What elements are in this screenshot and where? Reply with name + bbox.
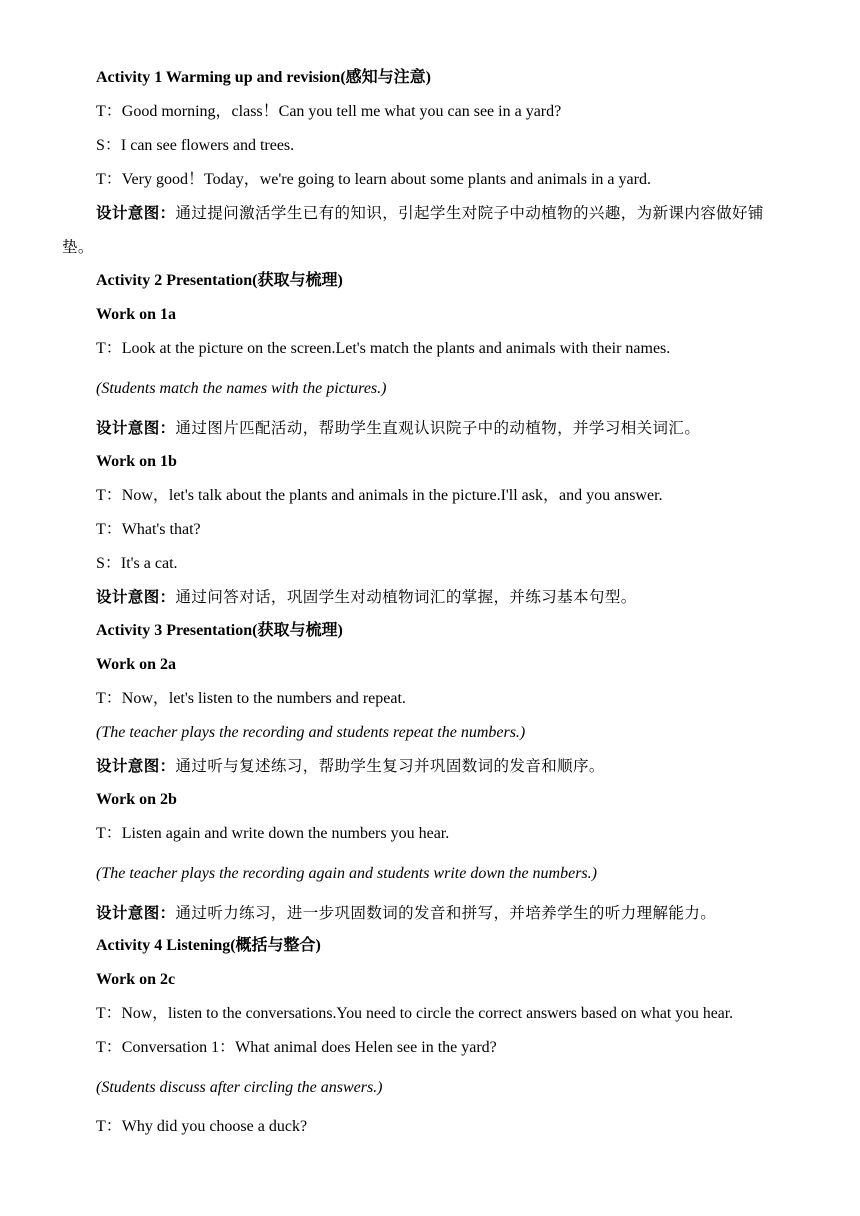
stage-direction: (The teacher plays the recording again and students write down the numbers.) bbox=[96, 865, 597, 882]
work-on-1b-heading: Work on 1b bbox=[96, 453, 177, 470]
dialogue-line: S：It's a cat. bbox=[96, 555, 178, 572]
dialogue-line: T：Look at the picture on the screen.Let's match the plants and animals with their names. bbox=[96, 340, 671, 357]
activity-3-heading: Activity 3 Presentation(获取与梳理) bbox=[96, 622, 343, 639]
dialogue-line: T：Very good！Today，we're going to learn about some plants and animals in a yard. bbox=[96, 171, 651, 188]
stage-direction: (Students discuss after circling the answers.) bbox=[96, 1079, 383, 1096]
work-on-2b-heading: Work on 2b bbox=[96, 791, 177, 808]
design-intent-label: 设计意图： bbox=[96, 588, 176, 606]
design-intent bbox=[96, 903, 794, 923]
work-on-2c-heading: Work on 2c bbox=[96, 971, 176, 988]
work-on-2a-heading: Work on 2a bbox=[96, 656, 177, 673]
dialogue-line: S：I can see flowers and trees. bbox=[96, 137, 295, 154]
design-intent bbox=[62, 197, 794, 264]
dialogue-line: T：Now，let's listen to the numbers and repeat. bbox=[96, 690, 406, 707]
design-intent-text: 通过图片匹配活动，帮助学生直观认识院子中的动植物，并学习相关词汇。 bbox=[175, 419, 701, 437]
dialogue-line: T：Good morning，class！Can you tell me what you can see in a yard? bbox=[96, 103, 562, 120]
design-intent-text: 通过听力练习，进一步巩固数词的发音和拼写，并培养学生的听力理解能力。 bbox=[175, 904, 717, 922]
design-intent-label: 设计意图： bbox=[96, 757, 176, 775]
work-on-1a-heading: Work on 1a bbox=[96, 306, 177, 323]
activity-2-heading: Activity 2 Presentation(获取与梳理) bbox=[96, 272, 343, 289]
dialogue-line: T：Listen again and write down the numbers you hear. bbox=[96, 825, 450, 842]
design-intent-label: 设计意图： bbox=[96, 204, 176, 222]
design-intent-label: 设计意图： bbox=[96, 904, 176, 922]
design-intent-label: 设计意图： bbox=[96, 419, 176, 437]
design-intent bbox=[96, 587, 794, 607]
design-intent-text: 通过问答对话，巩固学生对动植物词汇的掌握，并练习基本句型。 bbox=[175, 588, 637, 606]
design-intent bbox=[96, 756, 794, 776]
dialogue-line: T：Now，listen to the conversations.You need to circle the correct answers based on what you hear. bbox=[96, 1005, 734, 1022]
stage-direction: (The teacher plays the recording and students repeat the numbers.) bbox=[96, 724, 526, 741]
design-intent bbox=[96, 418, 794, 438]
activity-1-heading: Activity 1 Warming up and revision(感知与注意) bbox=[96, 69, 431, 86]
dialogue-line: T：Conversation 1：What animal does Helen see in the yard? bbox=[96, 1039, 497, 1056]
dialogue-line: T：Now，let's talk about the plants and animals in the picture.I'll ask，and you answer. bbox=[96, 487, 663, 504]
stage-direction: (Students match the names with the pictures.) bbox=[96, 380, 387, 397]
activity-4-heading: Activity 4 Listening(概括与整合) bbox=[96, 937, 321, 954]
dialogue-line: T：Why did you choose a duck? bbox=[96, 1118, 308, 1135]
design-intent-text: 通过听与复述练习，帮助学生复习并巩固数词的发音和顺序。 bbox=[175, 757, 605, 775]
design-intent-text: 通过提问激活学生已有的知识，引起学生对院子中动植物的兴趣，为新课内容做好铺垫。 bbox=[62, 204, 764, 256]
dialogue-line: T：What's that? bbox=[96, 521, 201, 538]
